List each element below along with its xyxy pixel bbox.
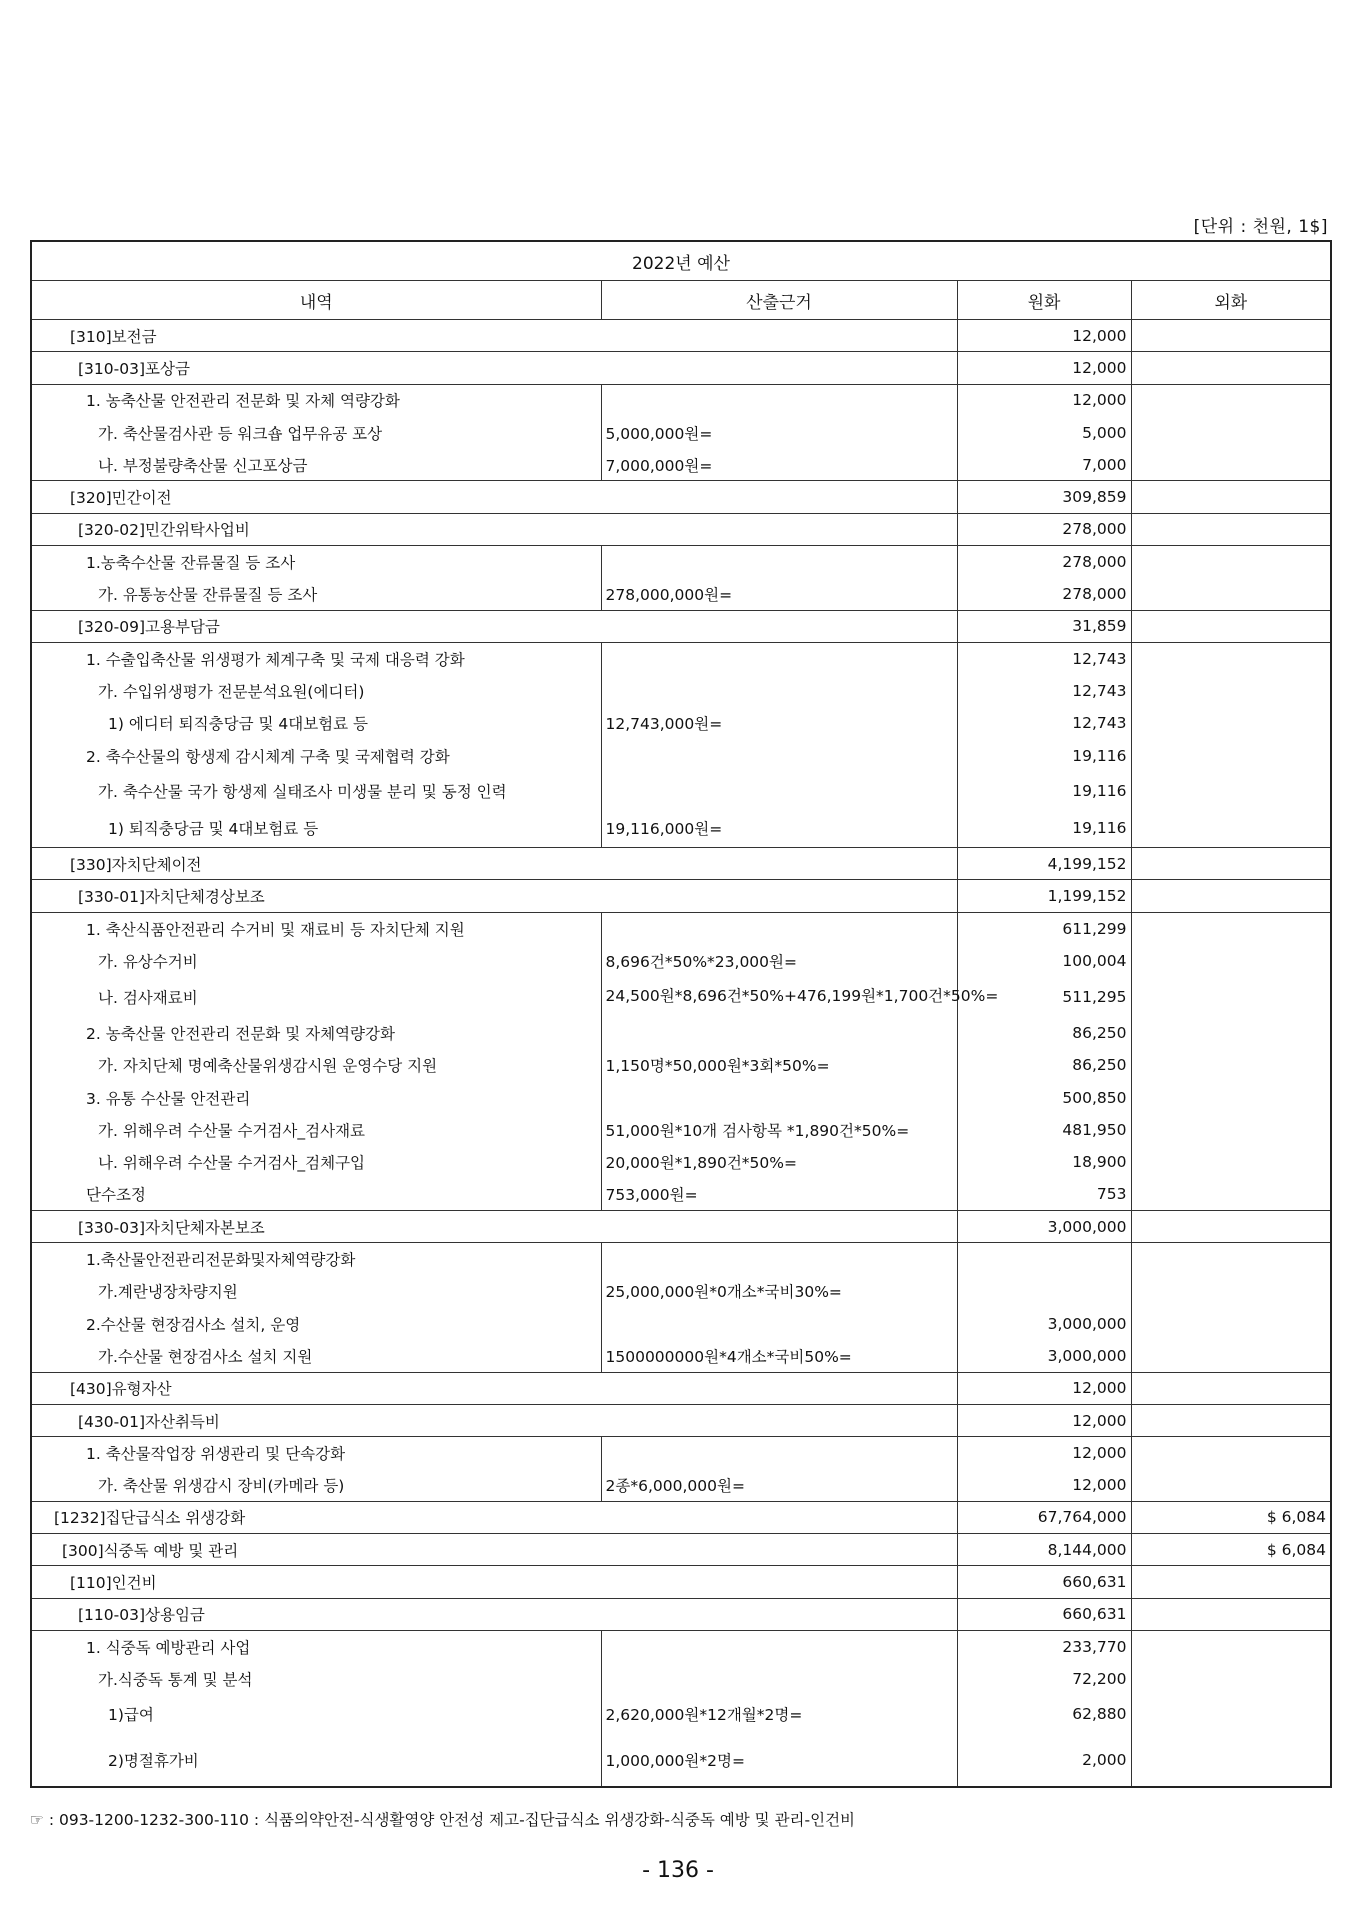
row-item: [430-01]자산취득비 (31, 1404, 957, 1436)
row-usd (1131, 642, 1331, 674)
row-usd (1131, 1211, 1331, 1243)
row-basis (601, 642, 957, 674)
row-usd (1131, 1308, 1331, 1340)
table-row (31, 1469, 1331, 1501)
table-row (31, 1017, 1331, 1049)
row-usd (1131, 384, 1331, 416)
row-krw: 12,000 (957, 384, 1131, 416)
row-krw: 12,000 (957, 352, 1131, 384)
row-item: 1. 축산물작업장 위생관리 및 단속강화 (31, 1437, 601, 1469)
row-basis: 24,500원*8,696건*50%+476,199원*1,700건*50%= (601, 977, 957, 1017)
row-basis: 5,000,000원= (601, 416, 957, 448)
row-item: [320-09]고용부담금 (31, 610, 957, 642)
table-row (31, 416, 1331, 448)
row-item: 2.수산물 현장검사소 설치, 운영 (31, 1308, 601, 1340)
row-krw: 611,299 (957, 912, 1131, 944)
table-row (31, 1275, 1331, 1307)
table-row (31, 642, 1331, 674)
row-usd (1131, 1049, 1331, 1081)
row-basis: 7,000,000원= (601, 449, 957, 481)
table-row (31, 912, 1331, 944)
row-krw: 12,000 (957, 320, 1131, 352)
row-usd (1131, 1566, 1331, 1598)
row-basis: 753,000원= (601, 1178, 957, 1210)
table-row (31, 1630, 1331, 1662)
row-basis (601, 546, 957, 578)
row-usd (1131, 1372, 1331, 1404)
row-basis: 19,116,000원= (601, 810, 957, 848)
row-krw: 12,000 (957, 1404, 1131, 1436)
row-item: 가. 유상수거비 (31, 945, 601, 977)
row-krw: 62,880 (957, 1695, 1131, 1733)
row-krw: 12,743 (957, 642, 1131, 674)
row-krw: 5,000 (957, 416, 1131, 448)
row-item: 1. 축산식품안전관리 수거비 및 재료비 등 자치단체 지원 (31, 912, 601, 944)
row-krw: 19,116 (957, 739, 1131, 771)
row-basis: 25,000,000원*0개소*국비30%= (601, 1275, 957, 1307)
row-krw: 660,631 (957, 1566, 1131, 1598)
table-row (31, 1404, 1331, 1436)
row-krw: 19,116 (957, 810, 1131, 848)
row-usd (1131, 546, 1331, 578)
row-basis (601, 1630, 957, 1662)
row-item: 가.계란냉장차량지원 (31, 1275, 601, 1307)
row-item: 2. 축수산물의 항생제 감시체계 구축 및 국제협력 강화 (31, 739, 601, 771)
row-krw: 500,850 (957, 1081, 1131, 1113)
unit-label: [단위 : 천원, 1$] (1193, 217, 1328, 237)
table-row (31, 481, 1331, 513)
row-usd (1131, 772, 1331, 810)
row-item: 1) 에디터 퇴직충당금 및 4대보험료 등 (31, 707, 601, 739)
row-basis: 2종*6,000,000원= (601, 1469, 957, 1501)
row-basis (601, 384, 957, 416)
row-item: [300]식중독 예방 및 관리 (31, 1534, 957, 1566)
column-header-basis: 산출근거 (601, 281, 957, 320)
row-usd (1131, 1146, 1331, 1178)
row-krw: 3,000,000 (957, 1340, 1131, 1372)
table-row (31, 1243, 1331, 1275)
table-row (31, 1114, 1331, 1146)
row-basis (601, 1437, 957, 1469)
page-number: - 136 - (642, 1858, 714, 1883)
row-basis (601, 772, 957, 810)
table-row (31, 1437, 1331, 1469)
row-krw: 1,199,152 (957, 880, 1131, 912)
row-krw: 12,000 (957, 1372, 1131, 1404)
table-row (31, 1308, 1331, 1340)
row-krw: 3,000,000 (957, 1211, 1131, 1243)
row-krw: 67,764,000 (957, 1501, 1131, 1533)
row-item: 1.축산물안전관리전문화및자체역량강화 (31, 1243, 601, 1275)
row-krw: 86,250 (957, 1049, 1131, 1081)
row-usd (1131, 352, 1331, 384)
table-row (31, 384, 1331, 416)
row-krw: 278,000 (957, 513, 1131, 545)
row-item: [110-03]상용임금 (31, 1598, 957, 1630)
table-row (31, 546, 1331, 578)
row-basis (601, 1663, 957, 1695)
row-basis: 1,000,000원*2명= (601, 1733, 957, 1787)
row-usd (1131, 977, 1331, 1017)
table-row (31, 578, 1331, 610)
table-row (31, 320, 1331, 352)
row-usd (1131, 707, 1331, 739)
row-item: [1232]집단급식소 위생강화 (31, 1501, 957, 1533)
table-row (31, 977, 1331, 1017)
row-item: [320-02]민간위탁사업비 (31, 513, 957, 545)
row-usd (1131, 1017, 1331, 1049)
row-basis (601, 675, 957, 707)
row-krw: 86,250 (957, 1017, 1131, 1049)
row-usd (1131, 449, 1331, 481)
row-krw: 309,859 (957, 481, 1131, 513)
row-basis (601, 1243, 957, 1275)
row-item: 1. 농축산물 안전관리 전문화 및 자체 역량강화 (31, 384, 601, 416)
row-basis: 8,696건*50%*23,000원= (601, 945, 957, 977)
row-basis: 20,000원*1,890건*50%= (601, 1146, 957, 1178)
row-usd (1131, 1598, 1331, 1630)
row-krw: 753 (957, 1178, 1131, 1210)
table-row (31, 1049, 1331, 1081)
row-usd (1131, 1733, 1331, 1787)
row-usd (1131, 1437, 1331, 1469)
column-header-item: 내역 (31, 281, 601, 320)
row-usd (1131, 1630, 1331, 1662)
row-krw: 12,000 (957, 1437, 1131, 1469)
row-krw: 278,000 (957, 578, 1131, 610)
row-item: [320]민간이전 (31, 481, 957, 513)
row-basis (601, 1081, 957, 1113)
row-item: 가. 축산물 위생감시 장비(카메라 등) (31, 1469, 601, 1501)
row-usd (1131, 1275, 1331, 1307)
row-usd (1131, 675, 1331, 707)
row-usd (1131, 1081, 1331, 1113)
row-usd (1131, 1114, 1331, 1146)
footnote: ☞ : 093-1200-1232-300-110 : 식품의약안전-식생활영양 안전성 제고-집단급식소 위생강화-식중독 예방 및 관리-인건비 (30, 1811, 856, 1829)
row-usd (1131, 739, 1331, 771)
row-krw: 3,000,000 (957, 1308, 1131, 1340)
table-row (31, 1663, 1331, 1695)
table-row (31, 1501, 1331, 1533)
row-basis (601, 1308, 957, 1340)
table-row (31, 1372, 1331, 1404)
row-basis (601, 739, 957, 771)
row-usd (1131, 810, 1331, 848)
row-usd (1131, 1695, 1331, 1733)
row-krw: 72,200 (957, 1663, 1131, 1695)
row-item: 2. 농축산물 안전관리 전문화 및 자체역량강화 (31, 1017, 601, 1049)
row-usd (1131, 481, 1331, 513)
row-krw: 18,900 (957, 1146, 1131, 1178)
row-krw: 12,000 (957, 1469, 1131, 1501)
row-usd (1131, 416, 1331, 448)
row-usd (1131, 320, 1331, 352)
row-item: 2)명절휴가비 (31, 1733, 601, 1787)
row-item: 가. 축산물검사관 등 워크숍 업무유공 포상 (31, 416, 601, 448)
row-krw: 4,199,152 (957, 848, 1131, 880)
row-krw: 12,743 (957, 675, 1131, 707)
row-item: 가. 축수산물 국가 항생제 실태조사 미생물 분리 및 동정 인력 (31, 772, 601, 810)
row-item: 1)급여 (31, 1695, 601, 1733)
row-basis: 1500000000원*4개소*국비50%= (601, 1340, 957, 1372)
column-header-usd: 외화 (1131, 281, 1331, 320)
row-krw: 31,859 (957, 610, 1131, 642)
row-usd (1131, 513, 1331, 545)
table-row (31, 945, 1331, 977)
table-row (31, 513, 1331, 545)
row-item: 1. 식중독 예방관리 사업 (31, 1630, 601, 1662)
table-row (31, 1178, 1331, 1210)
row-krw: 8,144,000 (957, 1534, 1131, 1566)
row-item: 나. 위해우려 수산물 수거검사_검체구입 (31, 1146, 601, 1178)
budget-table (30, 240, 1332, 1788)
row-krw (957, 1275, 1131, 1307)
row-krw (957, 1243, 1131, 1275)
table-row (31, 1534, 1331, 1566)
row-krw: 278,000 (957, 546, 1131, 578)
table-row (31, 1598, 1331, 1630)
row-usd (1131, 912, 1331, 944)
table-row (31, 880, 1331, 912)
table-row (31, 610, 1331, 642)
row-item: 1) 퇴직충당금 및 4대보험료 등 (31, 810, 601, 848)
row-krw: 481,950 (957, 1114, 1131, 1146)
row-basis: 278,000,000원= (601, 578, 957, 610)
row-item: [330-01]자치단체경상보조 (31, 880, 957, 912)
table-row (31, 1340, 1331, 1372)
row-krw: 12,743 (957, 707, 1131, 739)
table-row (31, 1146, 1331, 1178)
column-header-krw: 원화 (957, 281, 1131, 320)
row-krw: 233,770 (957, 1630, 1131, 1662)
row-usd (1131, 880, 1331, 912)
row-item: [110]인건비 (31, 1566, 957, 1598)
year-header: 2022년 예산 (31, 241, 1331, 281)
row-item: 가.수산물 현장검사소 설치 지원 (31, 1340, 601, 1372)
row-item: 1. 수출입축산물 위생평가 체계구축 및 국제 대응력 강화 (31, 642, 601, 674)
table-row (31, 1566, 1331, 1598)
row-item: [430]유형자산 (31, 1372, 957, 1404)
row-krw: 511,295 (957, 977, 1131, 1017)
row-usd (1131, 1469, 1331, 1501)
row-usd (1131, 1243, 1331, 1275)
table-row (31, 675, 1331, 707)
row-basis: 1,150명*50,000원*3회*50%= (601, 1049, 957, 1081)
row-usd (1131, 1340, 1331, 1372)
row-item: 1.농축수산물 잔류물질 등 조사 (31, 546, 601, 578)
row-item: 가. 위해우려 수산물 수거검사_검사재료 (31, 1114, 601, 1146)
row-item: 3. 유통 수산물 안전관리 (31, 1081, 601, 1113)
row-item: 단수조정 (31, 1178, 601, 1210)
row-basis: 2,620,000원*12개월*2명= (601, 1695, 957, 1733)
row-item: 가. 유통농산물 잔류물질 등 조사 (31, 578, 601, 610)
row-item: 나. 검사재료비 (31, 977, 601, 1017)
table-row (31, 772, 1331, 810)
table-row (31, 810, 1331, 848)
row-krw: 100,004 (957, 945, 1131, 977)
row-usd (1131, 945, 1331, 977)
row-item: [330]자치단체이전 (31, 848, 957, 880)
row-item: 가. 자치단체 명예축산물위생감시원 운영수당 지원 (31, 1049, 601, 1081)
table-row (31, 1211, 1331, 1243)
row-krw: 2,000 (957, 1733, 1131, 1787)
row-usd (1131, 1404, 1331, 1436)
row-item: 가.식중독 통계 및 분석 (31, 1663, 601, 1695)
table-row (31, 739, 1331, 771)
table-row (31, 848, 1331, 880)
row-basis: 12,743,000원= (601, 707, 957, 739)
row-item: 나. 부정불량축산물 신고포상금 (31, 449, 601, 481)
row-krw: 660,631 (957, 1598, 1131, 1630)
row-item: 가. 수입위생평가 전문분석요원(에디터) (31, 675, 601, 707)
row-krw: 7,000 (957, 449, 1131, 481)
row-usd (1131, 1178, 1331, 1210)
table-row (31, 352, 1331, 384)
budget-table-body (31, 320, 1331, 1788)
row-usd (1131, 1663, 1331, 1695)
row-basis (601, 912, 957, 944)
table-row (31, 1081, 1331, 1113)
table-row (31, 449, 1331, 481)
table-row (31, 1733, 1331, 1787)
table-row (31, 1695, 1331, 1733)
row-basis: 51,000원*10개 검사항목 *1,890건*50%= (601, 1114, 957, 1146)
row-usd: $ 6,084 (1131, 1501, 1331, 1533)
row-usd (1131, 848, 1331, 880)
row-usd (1131, 610, 1331, 642)
row-item: [310-03]포상금 (31, 352, 957, 384)
row-usd (1131, 578, 1331, 610)
row-item: [310]보전금 (31, 320, 957, 352)
row-basis (601, 1017, 957, 1049)
row-usd: $ 6,084 (1131, 1534, 1331, 1566)
table-row (31, 707, 1331, 739)
row-krw: 19,116 (957, 772, 1131, 810)
row-item: [330-03]자치단체자본보조 (31, 1211, 957, 1243)
